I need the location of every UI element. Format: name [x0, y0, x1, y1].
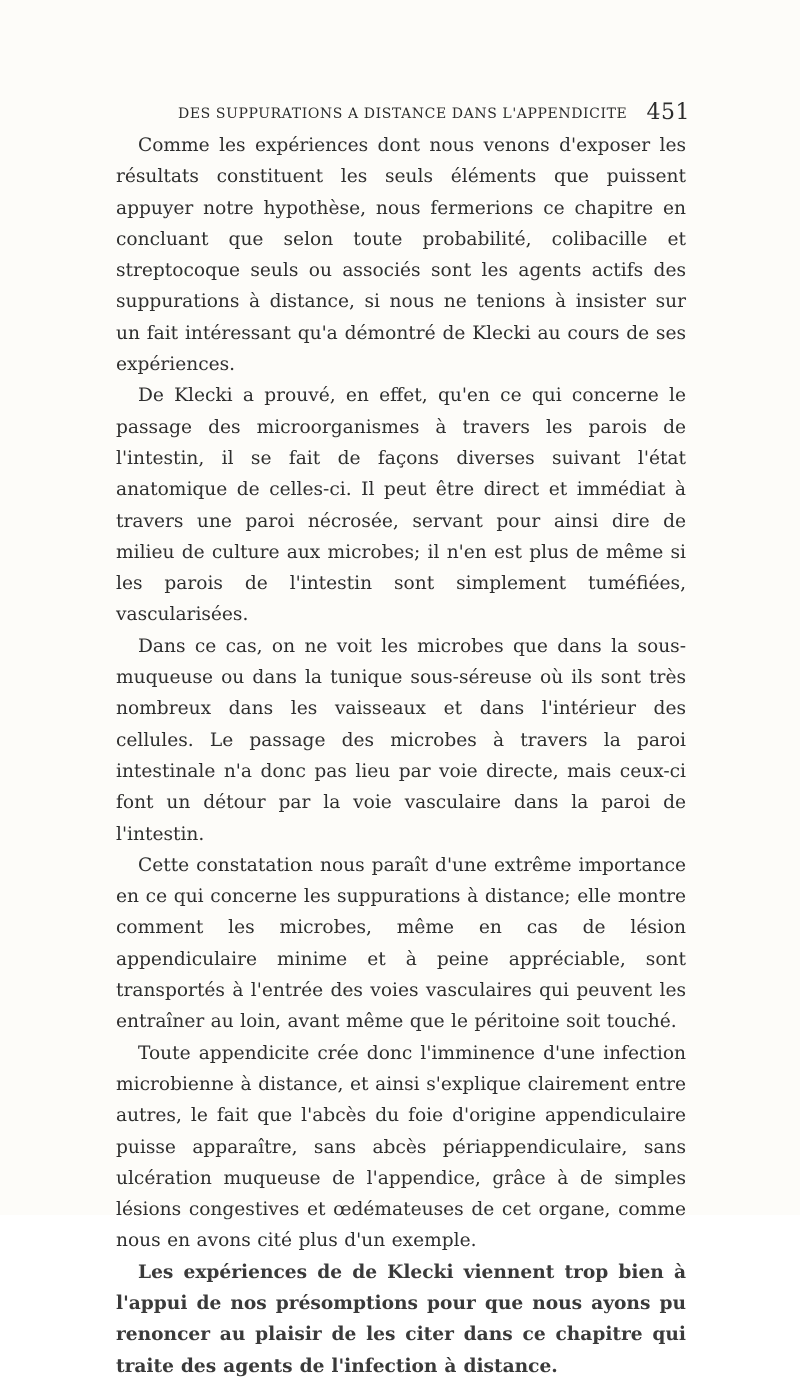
paragraph: De Klecki a prouvé, en effet, qu'en ce qui concerne le passage des microorganismes à travers les parois de l'intestin, il se fait de façons diverses suivant l'état anatomique de celles-ci. Il peut être direct et immédiat à travers une paroi nécrosée, servant pour ainsi dire de milieu de culture aux microbes; il n'en est plus de même si les parois de l'intestin sont simplement tuméfiées, vascularisées. — [116, 385, 686, 626]
body-text — [116, 130, 686, 1382]
paragraph: Les expériences de de Klecki viennent trop bien à l'appui de nos présomptions pour que nous ayons pu renoncer au plaisir de les citer dans ce chapitre qui traite des agents de l'infection à distance. — [116, 1261, 686, 1377]
page-header — [112, 100, 690, 130]
running-head: DES SUPPURATIONS A DISTANCE DANS L'APPENDICITE — [178, 106, 628, 122]
page-number: 451 — [646, 100, 690, 125]
paragraph: Toute appendicite crée donc l'imminence d'une infection microbienne à distance, et ainsi s'explique clairement entre autres, le fait que l'abcès du foie d'origine appendiculaire puisse apparaître, sans abcès périappendiculaire, sans ulcération muqueuse de l'appendice, grâce à de simples lésions congestives et œdémateuses de cet organe, comme nous en avons cité plus d'un exemple. — [116, 1042, 686, 1252]
paragraph: Cette constatation nous paraît d'une extrême importance en ce qui concerne les suppurations à distance; elle montre comment les microbes, même en cas de lésion appendiculaire minime et à peine appréciable, sont transportés à l'entrée des voies vasculaires qui peuvent les entraîner au loin, avant même que le péritoine soit touché. — [116, 854, 686, 1033]
paragraph: Dans ce cas, on ne voit les microbes que dans la sous-muqueuse ou dans la tunique sous-séreuse où ils sont très nombreux dans les vaisseaux et dans l'intérieur des cellules. Le passage des microbes à travers la paroi intestinale n'a donc pas lieu par voie directe, mais ceux-ci font un détour par la voie vasculaire dans la paroi de l'intestin. — [116, 635, 686, 845]
paragraph: Comme les expériences dont nous venons d'exposer les résultats constituent les seuls éléments que puissent appuyer notre hypothèse, nous fermerions ce chapitre en concluant que selon toute probabilité, colibacille et streptocoque seuls ou associés sont les agents actifs des suppurations à distance, si nous ne tenions à insister sur un fait intéressant qu'a démontré de Klecki au cours de ses expériences. — [116, 135, 686, 376]
